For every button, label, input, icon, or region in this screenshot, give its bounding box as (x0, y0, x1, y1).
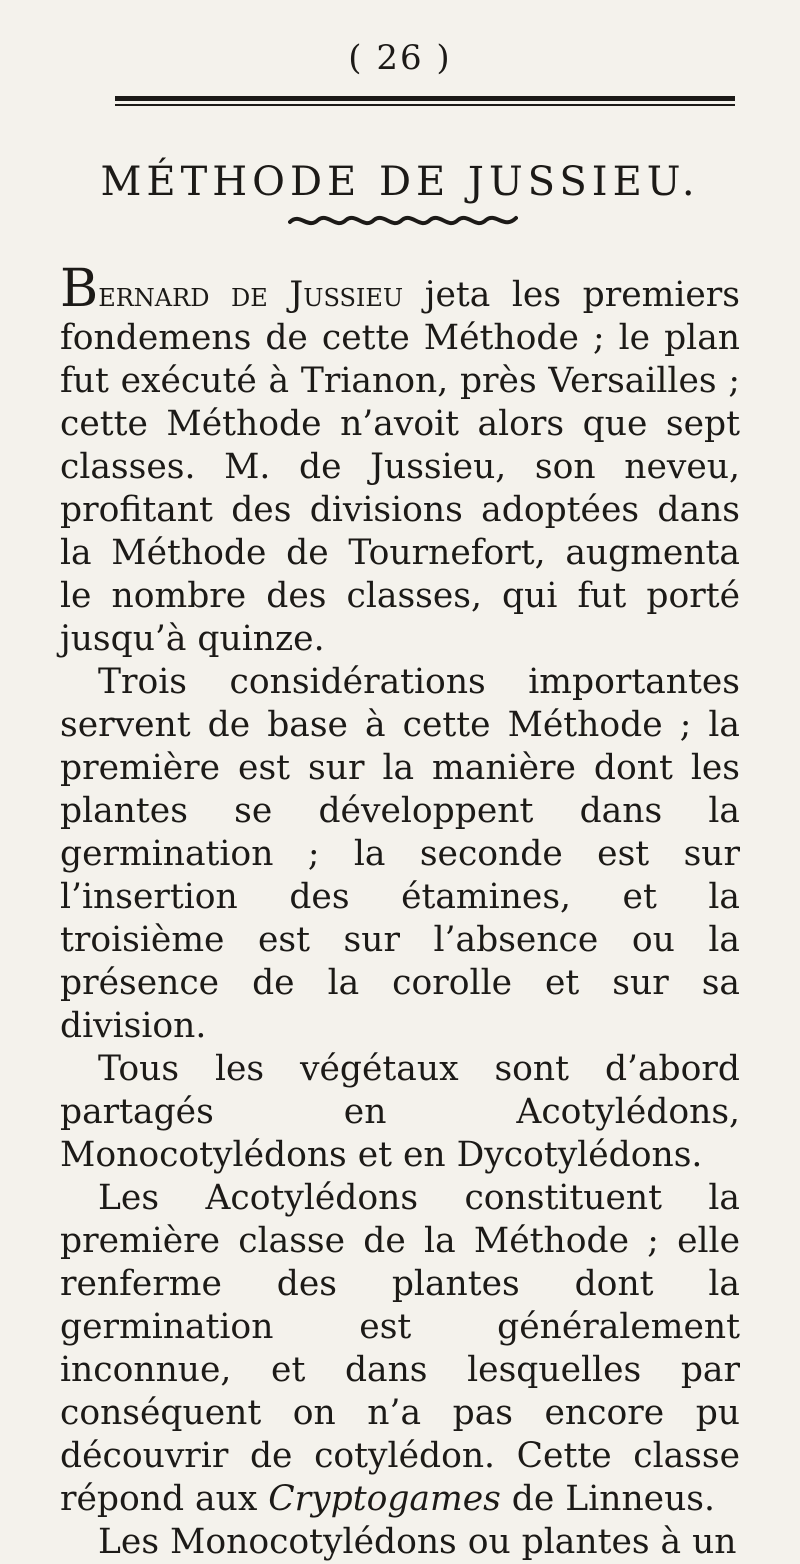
paragraph-4-italic: Cryptogames (268, 1479, 501, 1519)
body-text (60, 259, 740, 1564)
author-name: ernard de Jussieu (98, 275, 404, 315)
page-number: ( 26 ) (348, 38, 452, 78)
paragraph-1-text: jeta les premiers fondemens de cette Méthode ; le plan fut exécuté à Trianon, près Versailles ; cette Méthode n’avoit alors que sept classes. M. de Jussieu, son neveu, profitant des divisions adoptées dans la Méthode de Tournefort, augmenta le nombre des classes, qui fut porté jusqu’à quinze. (60, 275, 740, 659)
header-rule-thin (115, 104, 735, 106)
paragraph-2: Trois considérations importantes servent de base à cette Méthode ; la première est sur la manière dont les plantes se développent dans la germination ; la seconde est sur l’insertion des étamines, et la troisième est sur l’absence ou la présence de la corolle et sur sa division. (60, 662, 740, 1046)
initial-letter: B (60, 259, 99, 319)
chapter-title: MÉTHODE DE JUSSIEU. (100, 158, 700, 205)
header-rule-thick (115, 96, 735, 101)
paragraph-4-text-before: Les Acotylédons constituent la première classe de la Méthode ; elle renferme des plantes dont la germination est généralement inconnue, et dans lesquelles par conséquent on n’a pas encore pu découvrir de cotylédon. Cette classe répond aux (60, 1178, 740, 1519)
paragraph-4 (60, 1177, 740, 1521)
paragraph-1 (60, 259, 740, 661)
paragraph-4-text-after: de Linneus. (500, 1479, 715, 1519)
paragraph-5: Les Monocotylédons ou plantes à un (98, 1522, 737, 1562)
wavy-fleuron-ornament-icon (288, 208, 518, 232)
paragraph-3: Tous les végétaux sont d’abord partagés en Acotylédons, Monocotylédons et en Dycotylédons. (60, 1049, 740, 1175)
